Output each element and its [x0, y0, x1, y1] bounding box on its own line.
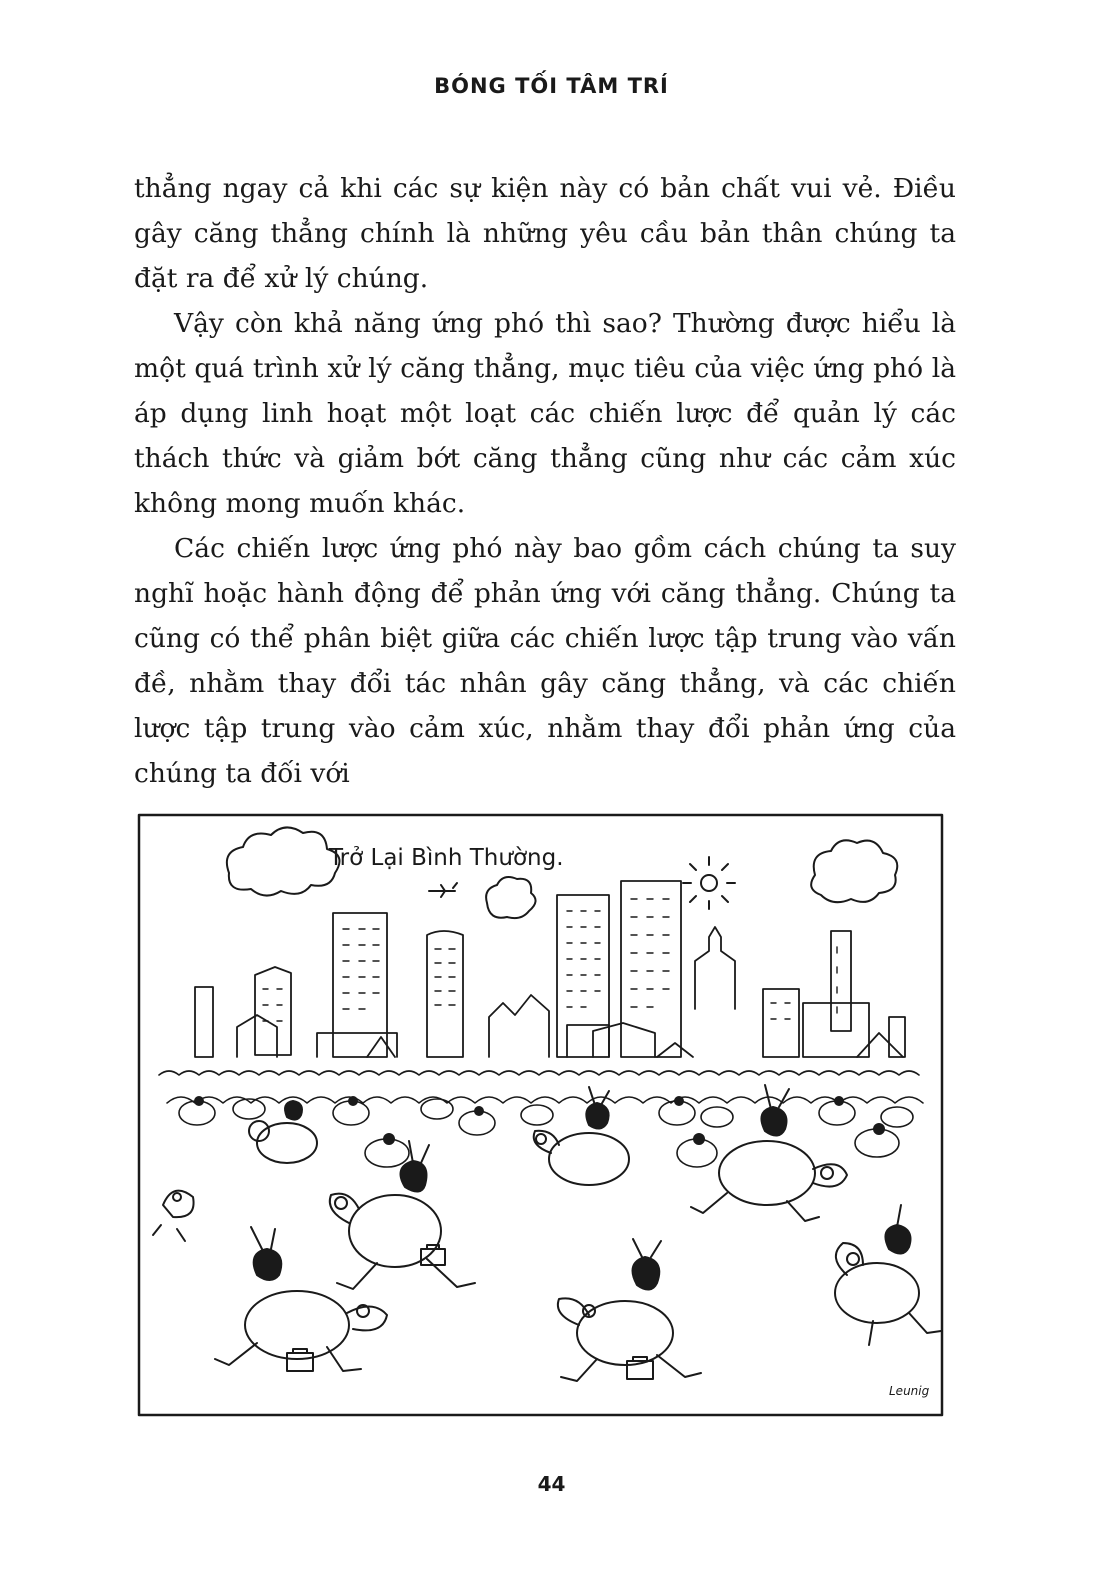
black-creature: [401, 1161, 427, 1192]
briefcase-icon: [421, 1245, 445, 1265]
black-creature: [885, 1225, 910, 1254]
cartoon-illustration: [137, 813, 944, 1417]
briefcase-icon: [287, 1349, 313, 1371]
running-figure: [835, 1205, 941, 1345]
crowd-row-2: [167, 1097, 923, 1103]
sun-icon: [683, 857, 735, 909]
black-creature: [633, 1257, 660, 1290]
body-text: [134, 166, 956, 796]
cartoon-frame: [139, 815, 942, 1415]
cartoon-caption: Trở Lại Bình Thường.: [329, 845, 564, 871]
black-creature: [761, 1107, 786, 1136]
running-figure: [215, 1227, 387, 1371]
paragraph-2: Vậy còn khả năng ứng phó thì sao? Thường được hiểu là một quá trình xử lý căng thẳng, mục tiêu của việc ứng phó là áp dụng linh hoạt một loạt các chiến lược để quản lý các thách thức và giảm bớt căng thẳng cũng như các cảm xúc không mong muốn khác.: [134, 308, 956, 519]
running-figure: [249, 1101, 317, 1163]
black-creature: [586, 1103, 608, 1129]
briefcase-icon: [627, 1357, 653, 1379]
city-skyline: [195, 881, 905, 1057]
crowd-horizon: [159, 1071, 919, 1075]
running-figure: [534, 1087, 629, 1185]
cloud-center: [486, 877, 535, 918]
running-header: BÓNG TỐI TÂM TRÍ: [434, 74, 669, 98]
running-figure: [153, 1191, 194, 1241]
running-figure: [558, 1239, 701, 1381]
airplane-icon: [429, 883, 457, 897]
building-windows: [263, 899, 837, 1021]
artist-signature: Leunig: [889, 1384, 930, 1398]
black-creature: [254, 1249, 282, 1280]
paragraph-1: thẳng ngay cả khi các sự kiện này có bản chất vui vẻ. Điều gây căng thẳng chính là những yêu cầu bản thân chúng ta đặt ra để xử lý chúng.: [134, 173, 956, 294]
cloud-left: [227, 827, 340, 895]
paragraph-3: Các chiến lược ứng phó này bao gồm cách chúng ta suy nghĩ hoặc hành động để phản ứng với căng thẳng. Chúng ta cũng có thể phân biệt giữa các chiến lược tập trung vào vấn đề, nhằm thay đổi tác nhân gây căng thẳng, và các chiến lược tập trung vào cảm xúc, nhằm thay đổi phản ứng của chúng ta đối với: [134, 533, 956, 789]
cloud-right: [811, 840, 897, 902]
page-number: 44: [537, 1472, 566, 1496]
black-creature: [285, 1101, 302, 1120]
